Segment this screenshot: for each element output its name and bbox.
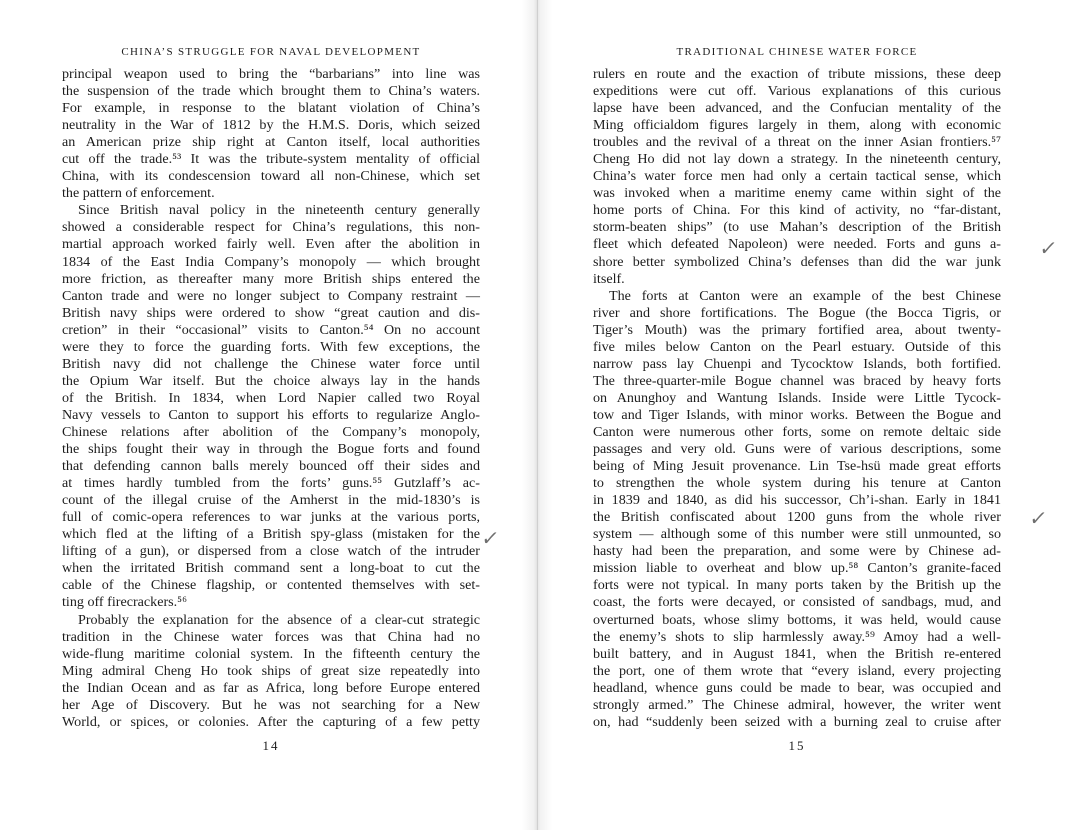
left-page-text-line: Ming admiral Cheng Ho took ships of great size repeatedly into: [62, 662, 480, 679]
right-page-text-line: mission liable to overheat and blow up.⁵⁸ Canton’s granite-faced: [593, 560, 1001, 577]
left-page-text-line: when the irritated British command sent a long-boat to cut the: [62, 560, 480, 577]
left-page-text-line: the suspension of the trade which brought them to China’s waters.: [62, 83, 480, 100]
left-page-text-line: cut off the trade.⁵³ It was the tribute-system mentality of official: [62, 151, 480, 168]
right-page-text-line: the port, one of them wrote that “every island, every projecting: [593, 662, 1001, 679]
right-page-text-line: strongly armed.” The Chinese admiral, however, the writer went: [593, 696, 1001, 713]
right-page: [593, 0, 1001, 830]
left-page-text-line: the pattern of enforcement.: [62, 185, 215, 202]
right-page-text-line: river and shore fortifications. The Bogue (the Bocca Tigris, or: [593, 304, 1001, 321]
left-page-text-line: Canton trade and were no longer subject to Company restraint —: [62, 287, 480, 304]
left-page: [62, 0, 480, 830]
left-page-text-line: cable of the Chinese flagship, or contented themselves with set-: [62, 577, 480, 594]
right-page-text-line: being of Ming Jesuit provenance. Lin Tse-hsü made great efforts: [593, 458, 1001, 475]
right-page-text-line: coast, the forts were decayed, or consisted of sandbags, mud, and: [593, 594, 1001, 611]
right-page-text-line: system — although some of this number were still unmounted, so: [593, 526, 1001, 543]
left-page-text-line: an American prize ship right at Canton itself, local authorities: [62, 134, 480, 151]
right-page-text-line: on, had “suddenly been seized with a burning zeal to cruise after: [593, 713, 1001, 730]
right-page-text-line: fleet which defeated Napoleon) were needed. Forts and guns a-: [593, 236, 1001, 253]
left-page-text-line: Navy vessels to Canton to support his efforts to regularize Anglo-: [62, 406, 480, 423]
right-page-text-line: the enemy’s shots to slip harmlessly away.⁵⁹ Amoy had a well-: [593, 628, 1001, 645]
left-page-text-line: the Opium War itself. But the choice always lay in the hands: [62, 372, 480, 389]
left-page-text-line: principal weapon used to bring the “barbarians” into line was: [62, 66, 480, 82]
left-page-text-line: British navy did not challenge the Chinese water force until: [62, 355, 480, 372]
right-page-text-line: in 1839 and 1840, as did his successor, Ch’i-shan. Early in 1841: [593, 492, 1001, 509]
right-page-text-line: on Anunghoy and Wantung Islands. Inside were Little Tycock-: [593, 389, 1001, 406]
left-page-text-line: British navy ships were ordered to show “great caution and dis-: [62, 304, 480, 321]
left-page-text-line: martial approach worked fairly well. Even after the abolition in: [62, 236, 480, 253]
left-page-text-line: tradition in the Chinese water forces was that China had no: [62, 628, 480, 645]
right-page-text-line: built battery, and in August 1841, when the British re-entered: [593, 645, 1001, 662]
left-page-text-line: China, with its condescension toward all non-Chinese, which set: [62, 168, 480, 185]
left-page-text-line: were they to force the guarding forts. With few exceptions, the: [62, 338, 480, 355]
right-page-text-line: rulers en route and the exaction of tribute missions, these deep: [593, 66, 1001, 82]
left-page-text-line: the Indian Ocean and as far as Africa, long before Europe entered: [62, 679, 480, 696]
right-page-text-line: headland, whence guns could be made to bear, was occupied and: [593, 679, 1001, 696]
right-page-text-line: Tiger’s Mouth) was the primary fortified area, about twenty-: [593, 321, 1001, 338]
left-page-text-line: which fled at the lifting of a British spy-glass (mistaken for the: [62, 526, 480, 543]
right-page-text-line: narrow pass lay Chuenpi and Tycocktow Islands, both fortified.: [593, 355, 1001, 372]
right-page-number: 15: [788, 738, 806, 753]
left-page-number: 14: [262, 738, 280, 753]
right-page-text-line: hasty had been the preparation, and some were by Chinese ad-: [593, 543, 1001, 560]
right-page-text-line: passages and very old. Guns were of various descriptions, some: [593, 441, 1001, 458]
left-page-check-mark: ✓: [479, 526, 501, 550]
gutter-fold-line: [537, 0, 538, 830]
right-page-text-line: Canton were numerous other forts, some on remote deltaic side: [593, 423, 1001, 440]
right-page-body: [593, 66, 1001, 731]
right-page-text-line: expeditions were cut off. Various explanations of this curious: [593, 83, 1001, 100]
left-page-text-line: more friction, as thereafter many more British ships entered the: [62, 270, 480, 287]
right-page-text-line: to strengthen the whole system during his tenure at Canton: [593, 475, 1001, 492]
left-page-text-line: at times hardly tumbled from the forts’ guns.⁵⁵ Gutzlaff’s ac-: [62, 475, 480, 492]
left-page-text-line: wide-flung maritime colonial system. In the fifteenth century the: [62, 645, 480, 662]
right-page-text-line: the British confiscated about 1200 guns from the whole river: [593, 509, 1001, 526]
right-page-text-line: troubles and the revival of a threat on the inner Asian frontiers.⁵⁷: [593, 134, 1001, 151]
left-page-text-line: cretion” in their “occasional” visits to Canton.⁵⁴ On no account: [62, 321, 480, 338]
left-page-text-line: ting off firecrackers.⁵⁶: [62, 594, 187, 611]
right-page-text-line: storm-beaten ships” (to use Mahan’s description of the British: [593, 219, 1001, 236]
right-page-text-line: The forts at Canton were an example of the best Chinese: [609, 287, 1001, 304]
right-page-text-line: Ming officialdom figures largely in them, along with economic: [593, 117, 1001, 134]
right-page-text-line: was invoked when a maritime enemy came within sight of the: [593, 185, 1001, 202]
right-running-head: TRADITIONAL CHINESE WATER FORCE: [676, 46, 918, 58]
right-page-text-line: Cheng Ho did not lay down a strategy. In the nineteenth century,: [593, 151, 1001, 168]
right-page-text-line: shore better symbolized China’s defenses than did the war junk: [593, 253, 1001, 270]
right-page-check-mark-upper: ✓: [1037, 236, 1059, 260]
right-page-text-line: five miles below Canton on the Pearl estuary. Outside of this: [593, 338, 1001, 355]
right-page-text-line: The three-quarter-mile Bogue channel was braced by heavy forts: [593, 372, 1001, 389]
left-page-text-line: neutrality in the War of 1812 by the H.M.S. Doris, which seized: [62, 117, 480, 134]
right-page-check-mark-lower: ✓: [1027, 506, 1049, 530]
left-page-text-line: For example, in response to the blatant violation of China’s: [62, 100, 480, 117]
left-page-text-line: the ships fought their way in through the Bogue forts and found: [62, 441, 480, 458]
left-page-text-line: Since British naval policy in the nineteenth century generally: [78, 202, 480, 219]
right-page-text-line: home ports of China. For this kind of activity, no “far-distant,: [593, 202, 1001, 219]
left-page-body: [62, 66, 480, 731]
left-page-text-line: 1834 of the East India Company’s monopoly — which brought: [62, 253, 480, 270]
left-page-text-line: count of the illegal cruise of the Amherst in the mid-1830’s is: [62, 492, 480, 509]
left-page-text-line: Probably the explanation for the absence of a clear-cut strategic: [78, 611, 480, 628]
right-page-text-line: itself.: [593, 270, 625, 287]
right-page-text-line: tow and Tiger Islands, with minor works. Between the Bogue and: [593, 406, 1001, 423]
right-page-text-line: forts were not typical. In many ports taken by the British up the: [593, 577, 1001, 594]
left-page-text-line: full of comic-opera references to war junks at the various ports,: [62, 509, 480, 526]
left-running-head: CHINA’S STRUGGLE FOR NAVAL DEVELOPMENT: [121, 46, 421, 58]
right-page-text-line: lapse have been advanced, and the Confucian mentality of the: [593, 100, 1001, 117]
right-page-text-line: overturned boats, whose slimy bottoms, it was held, would cause: [593, 611, 1001, 628]
left-page-text-line: World, or spices, or colonies. After the capturing of a few petty: [62, 713, 480, 730]
left-page-text-line: showed a considerable respect for China’s regulations, this non-: [62, 219, 480, 236]
left-page-text-line: Chinese relations after abolition of the Company’s monopoly,: [62, 423, 480, 440]
left-page-text-line: that defending cannon balls merely bounced off their sides and: [62, 458, 480, 475]
left-page-text-line: her Age of Discovery. But he was not searching for a New: [62, 696, 480, 713]
left-page-text-line: of the British. In 1834, when Lord Napier called two Royal: [62, 389, 480, 406]
left-page-text-line: lifting of a gun), or dispersed from a close watch of the intruder: [62, 543, 480, 560]
right-page-text-line: China’s water force men had only a certain tactical sense, which: [593, 168, 1001, 185]
